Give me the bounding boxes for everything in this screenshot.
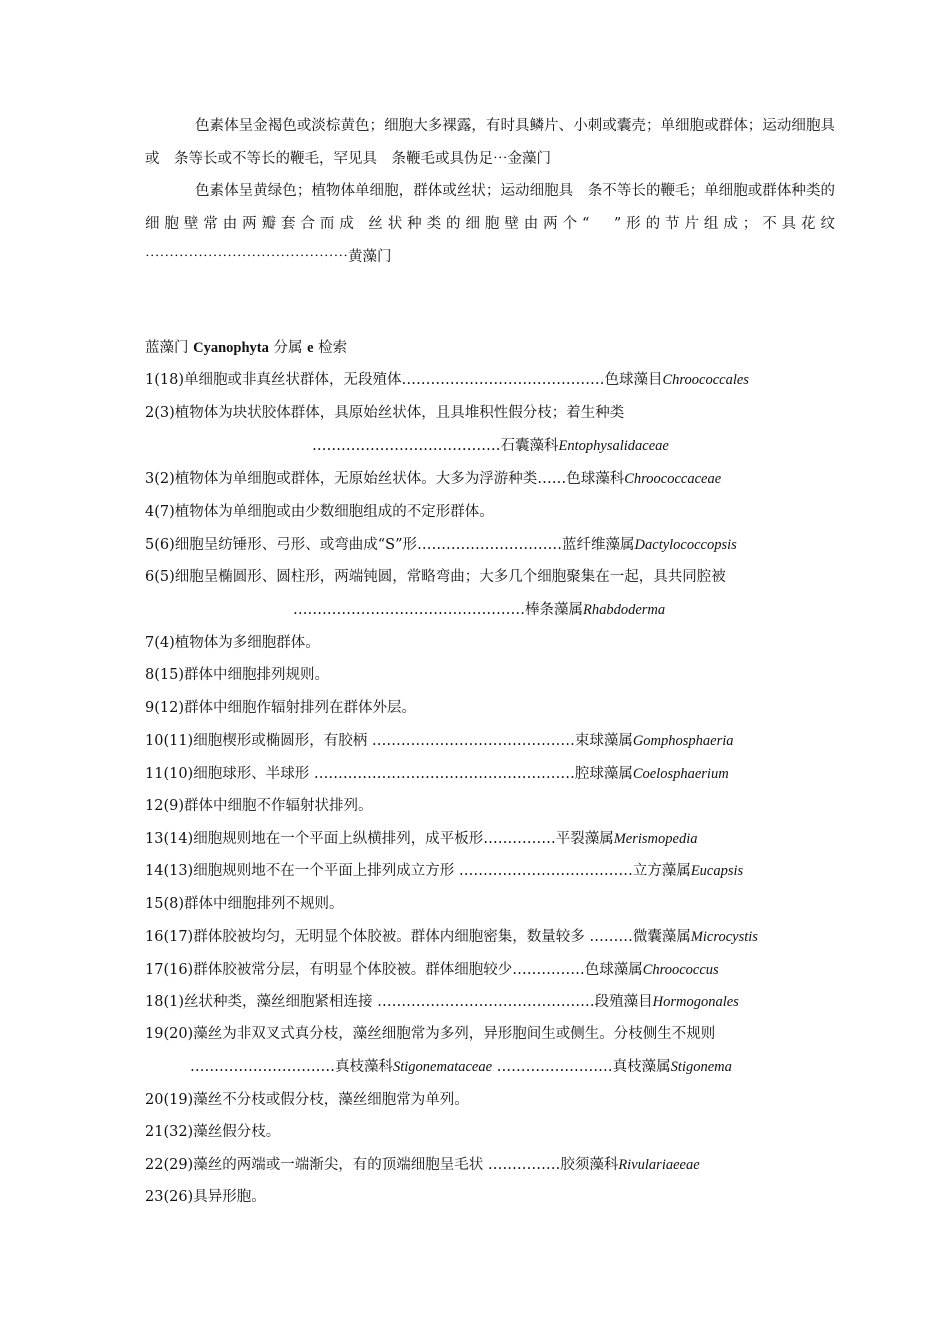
- key-line: 18(1)丝状种类，藻丝细胞紧相连接 ………………………………………段殖藻目Hormogonales: [145, 994, 739, 1010]
- intro-paragraph-yellow-green-algae: 色素体呈黄绿色；植物体单细胞，群体或丝状；运动细胞具 条不等长的鞭毛；单细胞或群体种类的细胞壁常由两瓣套合而成 丝状种类的细胞壁由两个“ ”形的节片组成；不具花纹 ⋯⋯⋯⋯⋯⋯⋯⋯⋯⋯⋯⋯⋯⋯黄藻门: [145, 183, 835, 265]
- heading-latin: Cyanophyta: [193, 340, 269, 356]
- key-line: 14(13)细胞规则地不在一个平面上排列成立方形 ………………………………立方藻属Eucapsis: [145, 863, 744, 879]
- heading-e: e: [307, 340, 314, 356]
- key-line: 17(16)群体胶被常分层，有明显个体胶被。群体细胞较少……………色球藻属Chroococcus: [145, 962, 719, 978]
- key-line: 2(3)植物体为块状胶体群体，具原始丝状体，且具堆积性假分枝；着生种类: [145, 405, 625, 421]
- key-line: 8(15)群体中细胞排列规则。: [145, 667, 329, 683]
- key-line: 6(5)细胞呈椭圆形、圆柱形，两端钝圆，常略弯曲；大多几个细胞聚集在一起，具共同腔被: [145, 569, 726, 585]
- key-line: 13(14)细胞规则地在一个平面上纵横排列，成平板形……………平裂藻属Merismopedia: [145, 831, 698, 847]
- key-line: …………………………………………棒条藻属Rhabdoderma: [293, 602, 666, 618]
- heading-mid: 分属: [273, 340, 303, 356]
- key-line: …………………………真枝藻科Stigonemataceae ……………………真枝藻属Stigonema: [190, 1059, 732, 1075]
- key-line: 15(8)群体中细胞排列不规则。: [145, 896, 344, 912]
- key-line: 4(7)植物体为单细胞或由少数细胞组成的不定形群体。: [145, 504, 494, 520]
- key-line: 20(19)藻丝不分枝或假分枝，藻丝细胞常为单列。: [145, 1092, 469, 1108]
- section-heading: [145, 336, 347, 357]
- key-line: 19(20)藻丝为非双叉式真分枝，藻丝细胞常为多列，异形胞间生或侧生。分枝侧生不规则: [145, 1026, 716, 1042]
- key-line: 21(32)藻丝假分枝。: [145, 1124, 281, 1140]
- key-line: 12(9)群体中细胞不作辐射状排列。: [145, 798, 373, 814]
- key-line: 3(2)植物体为单细胞或群体，无原始丝状体。大多为浮游种类……色球藻科Chroococcaceae: [145, 471, 722, 487]
- key-line: 10(11)细胞楔形或椭圆形，有胶柄 ……………………………………束球藻属Gomphosphaeria: [145, 733, 734, 749]
- key-line: 23(26)具异形胞。: [145, 1189, 266, 1205]
- key-line: 7(4)植物体为多细胞群体。: [145, 635, 320, 651]
- key-line: 22(29)藻丝的两端或一端渐尖，有的顶端细胞呈毛状 ……………胶须藻科Rivulariaeeae: [145, 1157, 700, 1173]
- intro-paragraph-golden-algae: 色素体呈金褐色或淡棕黄色；细胞大多裸露，有时具鳞片、小刺或囊壳；单细胞或群体；运动细胞具 或 条等长或不等长的鞭毛，罕见具 条鞭毛或具伪足⋯金藻门: [145, 118, 850, 167]
- key-line: 16(17)群体胶被均匀，无明显个体胶被。群体内细胞密集，数量较多 ………微囊藻属Microcystis: [145, 929, 758, 945]
- heading-suffix: 检索: [318, 340, 348, 356]
- key-line: 1(18)单细胞或非真丝状群体，无段殖体……………………………………色球藻目Chroococcales: [145, 372, 749, 388]
- key-line: 5(6)细胞呈纺锤形、弓形、或弯曲成“S”形…………………………蓝纤维藻属Dactylococcopsis: [145, 537, 737, 553]
- key-line: 11(10)细胞球形、半球形 ………………………………………………腔球藻属Coelosphaerium: [145, 766, 729, 782]
- heading-prefix: 蓝藻门: [145, 340, 189, 356]
- key-line: …………………………………石囊藻科Entophysalidaceae: [312, 438, 669, 454]
- key-line: 9(12)群体中细胞作辐射排列在群体外层。: [145, 700, 416, 716]
